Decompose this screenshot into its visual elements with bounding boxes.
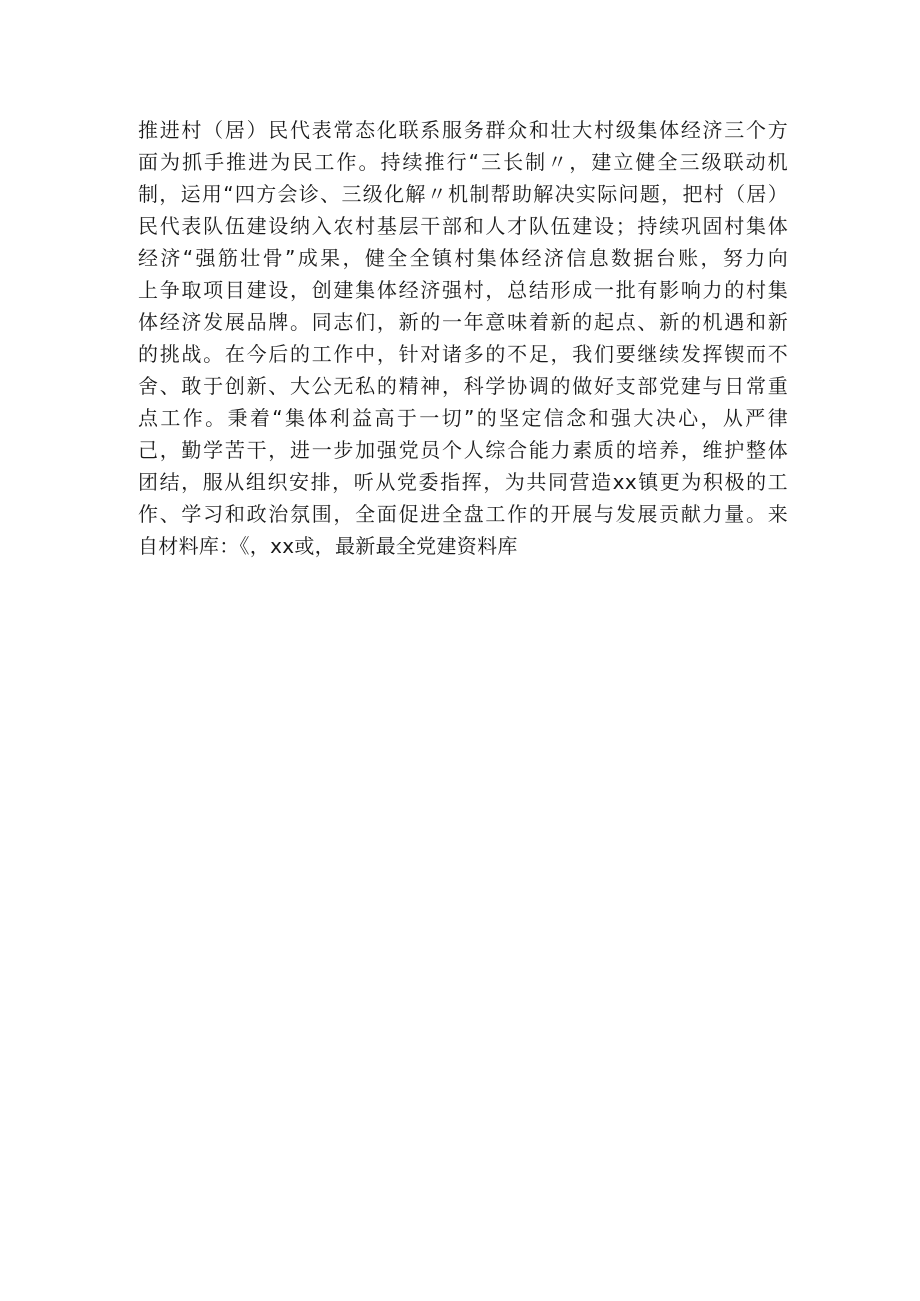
text-line: 的挑战。在今后的工作中，针对诸多的不足，我们要继续发挥锲而不 (138, 342, 788, 366)
text-line: 民代表队伍建设纳入农村基层干部和人才队伍建设；持续巩固村集体 (138, 214, 788, 238)
text-line: 团结，服从组织安排，听从党委指挥，为共同营造xx镇更为积极的工 (138, 470, 788, 494)
text-line: 制，运用“四方会诊、三级化解〃机制帮助解决实际问题，把村（居） (138, 182, 788, 206)
body-paragraph (138, 114, 788, 562)
text-line: 己，勤学苦干，进一步加强党员个人综合能力素质的培养，维护整体 (138, 438, 788, 462)
text-line: 舍、敢于创新、大公无私的精神，科学协调的做好支部党建与日常重 (138, 374, 788, 398)
text-line: 点工作。秉着“集体利益高于一切”的坚定信念和强大决心，从严律 (138, 406, 788, 430)
text-line: 作、学习和政治氛围，全面促进全盘工作的开展与发展贡献力量。来 (138, 502, 788, 526)
text-line: 面为抓手推进为民工作。持续推行“三长制〃，建立健全三级联动机 (138, 150, 788, 174)
text-line: 上争取项目建设，创建集体经济强村，总结形成一批有影响力的村集 (138, 278, 788, 302)
text-line: 体经济发展品牌。同志们，新的一年意味着新的起点、新的机遇和新 (138, 310, 788, 334)
text-line: 自材料库：《，xx或，最新最全党建资料库 (138, 534, 518, 558)
text-line: 经济“强筋壮骨”成果，健全全镇村集体经济信息数据台账，努力向 (138, 246, 788, 270)
text-line: 推进村（居）民代表常态化联系服务群众和壮大村级集体经济三个方 (138, 118, 788, 142)
